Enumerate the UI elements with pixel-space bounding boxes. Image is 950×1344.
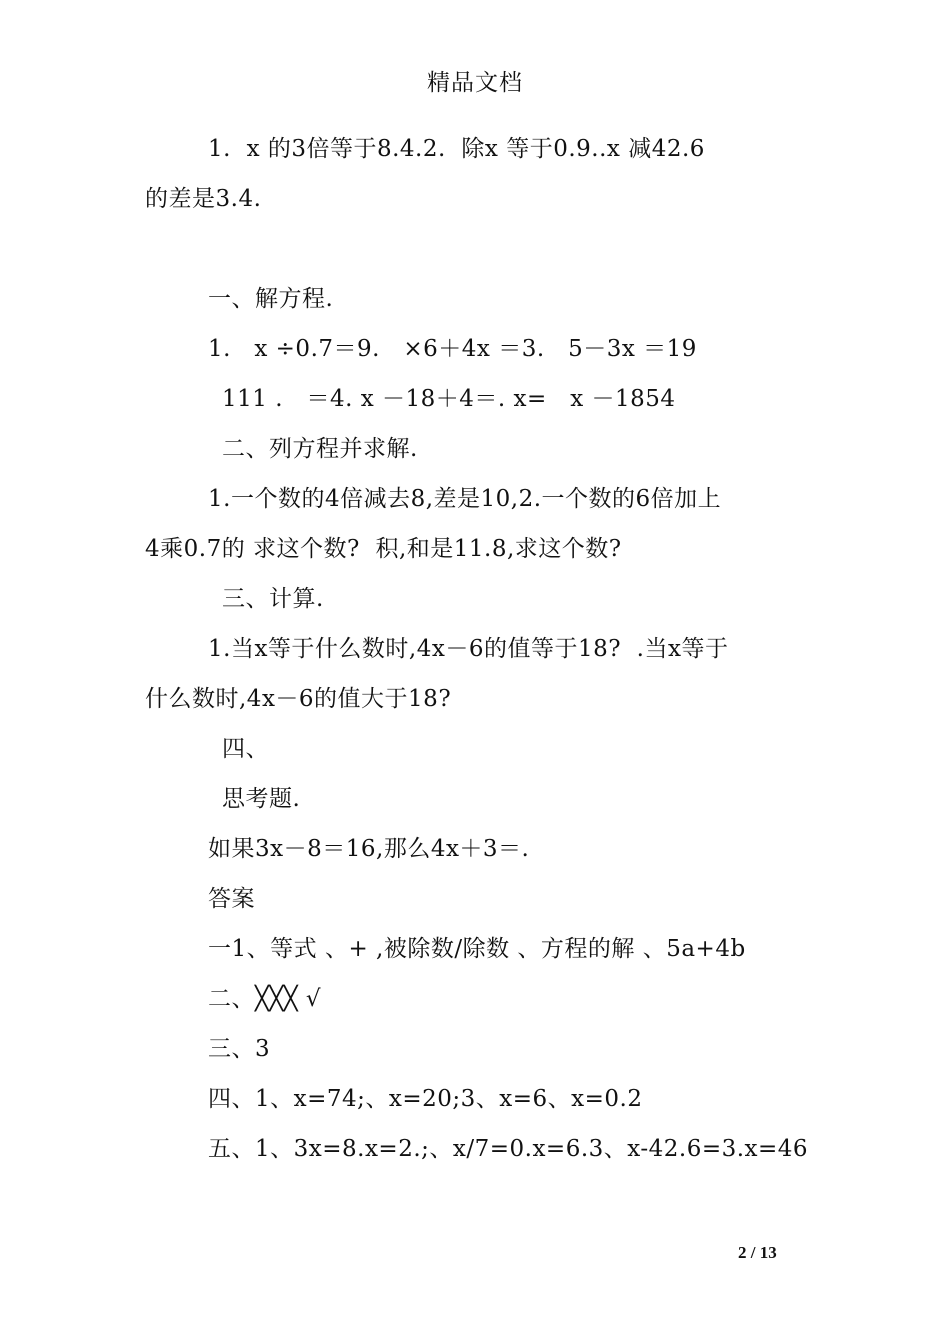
text-line-1: 1. x 的3倍等于8.4.2. 除x 等于0.9..x 减42.6 — [208, 136, 705, 162]
text-line-2: 的差是3.4. — [145, 186, 262, 212]
answer-line-3: 三、3 — [208, 1036, 271, 1062]
text-line-calc-1: 1.当x等于什么数时,4x－6的值等于18? .当x等于 — [208, 636, 729, 662]
answer-line-1: 一1、等式 、+ ,被除数/除数 、方程的解 、5a+4b — [208, 936, 746, 962]
text-line-word-problem-1: 1.一个数的4倍减去8,差是10,2.一个数的6倍加上 — [208, 486, 722, 512]
text-line-thinking-question: 如果3x－8＝16,那么4x＋3＝. — [208, 836, 530, 862]
section-heading-list-equations: 二、列方程并求解. — [222, 436, 418, 462]
text-line-equations-1: 1. x ÷0.7＝9. ×6＋4x ＝3. 5－3x ＝19 — [208, 336, 697, 362]
section-heading-calculate: 三、计算. — [222, 586, 324, 612]
section-heading-four: 四、 — [222, 736, 269, 762]
text-line-word-problem-2: 4乘0.7的 求这个数? 积,和是11.8,求这个数? — [145, 536, 622, 562]
answers-heading: 答案 — [208, 886, 255, 912]
page-number: 2 / 13 — [738, 1243, 777, 1262]
answer-line-4: 四、1、x=74;、x=20;3、x=6、x=0.2 — [208, 1086, 643, 1112]
text-line-equations-2: 111 . ＝4. x －18＋4＝. x= x －1854 — [222, 386, 676, 412]
answer-line-2: 二、╳╳╳ √ — [208, 986, 322, 1012]
section-heading-solve-equations: 一、解方程. — [208, 286, 334, 312]
section-heading-thinking: 思考题. — [222, 786, 301, 812]
text-line-calc-2: 什么数时,4x－6的值大于18? — [145, 686, 452, 712]
page-header-title: 精品文档 — [427, 70, 523, 96]
answer-line-5: 五、1、3x=8.x=2.;、x/7=0.x=6.3、x-42.6=3.x=46 — [208, 1136, 809, 1162]
